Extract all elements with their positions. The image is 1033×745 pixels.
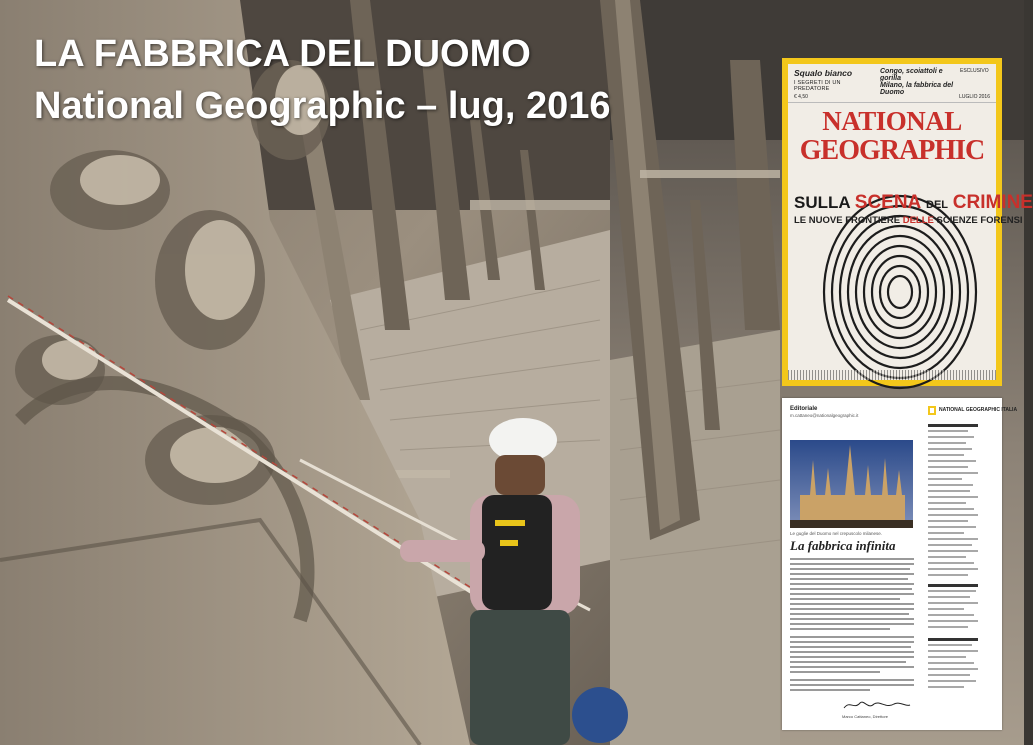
masthead-line [928,662,974,664]
masthead-line [928,466,968,468]
masthead-line [928,668,978,670]
masthead-line [928,608,964,610]
editorial-brand: NATIONAL GEOGRAPHIC ITALIA [939,407,1018,413]
text-line [790,583,914,585]
teaser-mid-sub: Milano, la fabbrica del Duomo [880,82,954,96]
teaser-left-headline: Squalo bianco [794,68,853,78]
fingerprint-icon [810,152,990,382]
masthead-line [928,590,976,592]
text-line [790,578,908,580]
editorial-page [782,398,1018,730]
text-line [790,588,912,590]
text-line [790,593,914,595]
masthead-line [928,686,964,688]
masthead-line [928,472,978,474]
text-line [790,636,914,638]
text-line [790,558,914,560]
cover-badge: ESCLUSIVO [960,68,989,74]
text-line [790,651,914,653]
masthead-line [928,626,968,628]
cover-teaser-mid [880,68,960,96]
masthead-line [928,656,966,658]
masthead-line [928,596,970,598]
signature [842,698,912,712]
masthead-line [928,454,964,456]
cover-issue-date: LUGLIO 2016 [959,94,990,100]
subhead-post: SCIENZE FORENSI [936,215,1023,226]
cover-teaser-left [794,68,864,92]
cover-headline [794,192,1033,214]
text-line [790,661,906,663]
duomo-night-photo [790,440,913,528]
masthead-line [928,544,972,546]
masthead-line [928,520,968,522]
title-line-1: LA FABBRICA DEL DUOMO [34,33,531,75]
headline-red2: CRIMINE [952,192,1033,213]
masthead-line [928,436,974,438]
text-line [790,613,909,615]
ng-yellow-frame-icon [928,406,936,415]
masthead-line [928,650,978,652]
masthead-line [928,484,973,486]
logo-line-1: NATIONAL [822,106,962,136]
text-line [790,598,900,600]
masthead-line [928,644,972,646]
teaser-left-sub: I SEGRETI DI UN PREDATORE [794,80,841,92]
masthead-line [928,448,972,450]
masthead-line [928,496,978,498]
editorial-section: Editoriale [790,406,818,412]
photo-caption: Le guglie del Duomo nel crepuscolo milanese. [790,531,883,536]
masthead-line [928,502,966,504]
title-line-2: National Geographic – lug, 2016 [34,85,611,127]
masthead-heading [928,424,978,427]
masthead-heading [928,584,978,587]
logo-line-2: GEOGRAPHIC [799,135,985,166]
text-line [790,646,911,648]
text-line [790,573,914,575]
text-line [790,618,914,620]
slide-title [34,28,611,132]
cover-inner [788,64,1033,380]
masthead-line [928,508,974,510]
masthead-line [928,556,966,558]
text-line [790,628,890,630]
headline-red: SCENA [854,192,922,213]
masthead-line [928,674,970,676]
text-line [790,689,870,691]
editorial-heading: La fabbrica infinita [790,538,896,553]
text-line [790,684,914,686]
text-line [790,568,910,570]
masthead-line [928,562,974,564]
headline-mid: DEL [926,199,949,211]
cover-barcode [788,370,996,380]
masthead-line [928,532,964,534]
teaser-mid-headline: Congo, scoiattoli e gorilla [880,68,943,82]
masthead-line [928,680,976,682]
text-line [790,641,914,643]
headline-pre: SULLA [794,193,851,212]
text-line [790,666,914,668]
masthead-line [928,430,968,432]
masthead-line [928,620,978,622]
magazine-cover [782,58,1033,386]
masthead-line [928,478,962,480]
subhead-red: DELLE [902,215,934,226]
masthead-line [928,442,966,444]
masthead-line [928,602,978,604]
subhead-pre: LE NUOVE FRONTIERE [794,215,901,226]
cover-subhead [794,215,1023,226]
editorial-email: m.cattaneo@nationalgeographic.it [790,413,859,418]
masthead-line [928,568,978,570]
text-line [790,563,914,565]
text-line [790,623,914,625]
text-line [790,608,914,610]
text-line [790,679,914,681]
cover-price: € 4,50 [794,94,808,100]
masthead-line [928,460,976,462]
cover-top-strip [788,64,996,103]
text-line [790,603,914,605]
masthead-line [928,526,976,528]
masthead-line [928,550,978,552]
masthead-line [928,490,970,492]
masthead-line [928,514,978,516]
masthead-line [928,614,974,616]
masthead-line [928,538,978,540]
text-line [790,671,880,673]
masthead-line [928,574,968,576]
masthead-heading [928,638,978,641]
ng-logo [796,106,988,166]
text-line [790,656,914,658]
signature-name: Marco Cattaneo, Direttore [842,714,889,719]
